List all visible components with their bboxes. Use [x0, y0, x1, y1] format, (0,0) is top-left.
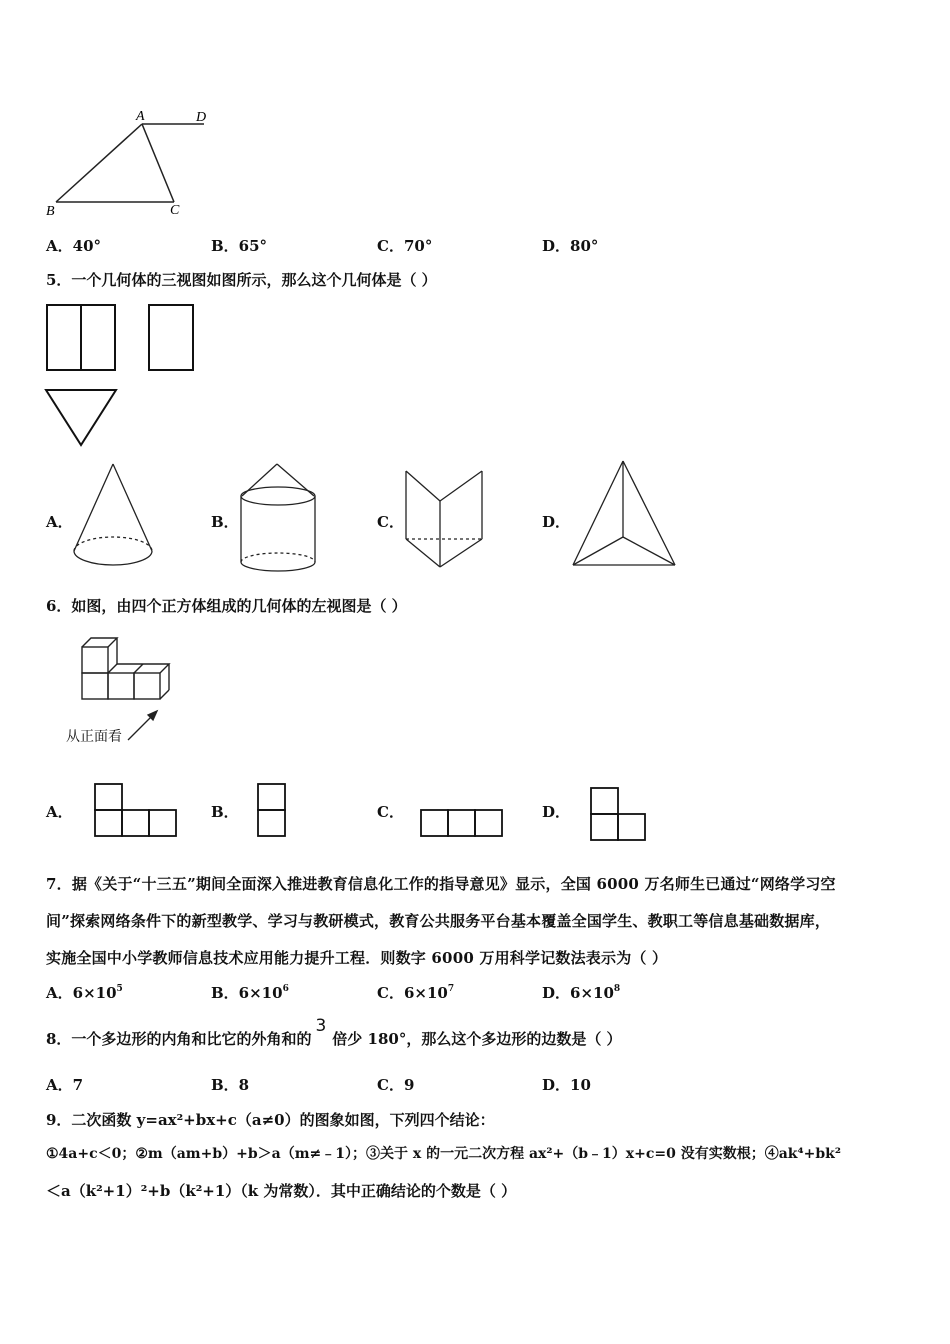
q8-option-d[interactable]: D．10	[542, 1076, 591, 1094]
prism-figure	[400, 463, 500, 583]
q7-option-c-exp: 7	[447, 984, 455, 994]
q7-option-d-label: D．6×10	[542, 984, 614, 1002]
q8-stem-part-b: 倍少 180°，那么这个多边形的边数是（ ）	[332, 1030, 622, 1048]
q8-option-a[interactable]: A．7	[46, 1076, 84, 1094]
cylinder-cone-figure	[234, 460, 334, 580]
label-C: C	[170, 203, 180, 218]
q8-fraction: 3	[315, 1016, 327, 1036]
q7-option-a-label: A．6×10	[46, 984, 117, 1002]
q7-option-b[interactable]	[211, 983, 289, 1003]
q7-stem-line-3: 实施全国中小学教师信息技术应用能力提升工程．则数字 6000 万用科学记数法表示为（ ）	[46, 949, 668, 967]
q9-question: ＜a（k²+1）²+b（k²+1）（k 为常数）．其中正确结论的个数是（ ）	[46, 1182, 517, 1200]
q8-option-c[interactable]: C．9	[377, 1076, 415, 1094]
q9-stem: 9．二次函数 y=ax²+bx+c（a≠0）的图象如图，下列四个结论：	[46, 1111, 495, 1129]
q8-stem	[46, 1016, 622, 1049]
cube-stack-figure	[78, 634, 208, 704]
label-B: B	[46, 204, 55, 219]
view-direction-arrow-icon	[124, 710, 164, 750]
q7-option-c-label: C．6×10	[377, 984, 448, 1002]
q6-option-c[interactable]: C．	[377, 803, 404, 821]
q4-option-a[interactable]: A．40°	[46, 237, 102, 255]
q5-option-b[interactable]: B．	[211, 513, 239, 531]
q7-option-a[interactable]	[46, 983, 123, 1003]
q5-three-views	[44, 302, 214, 452]
pyramid-figure	[565, 455, 685, 575]
q7-option-d-exp: 8	[613, 984, 621, 994]
q4-option-b[interactable]: B．65°	[211, 237, 268, 255]
q6-stem: 6．如图，由四个正方体组成的几何体的左视图是（ ）	[46, 597, 407, 615]
q6-option-c-view	[419, 808, 509, 848]
q8-stem-part-a: 8．一个多边形的内角和比它的外角和的	[46, 1030, 312, 1048]
q7-option-a-exp: 5	[116, 984, 123, 994]
q6-option-b-view	[256, 782, 296, 842]
q7-option-d[interactable]	[542, 983, 620, 1003]
q4-option-c[interactable]: C．70°	[377, 237, 433, 255]
q6-option-b[interactable]: B．	[211, 803, 239, 821]
q7-stem-line-1: 7．据《关于“十三五”期间全面深入推进教育信息化工作的指导意见》显示，全国 6000 万名师生已通过“网络学习空	[46, 875, 836, 893]
q7-option-c[interactable]	[377, 983, 454, 1003]
q6-option-d[interactable]: D．	[542, 803, 571, 821]
q4-option-d[interactable]: D．80°	[542, 237, 599, 255]
q7-option-b-label: B．6×10	[211, 984, 283, 1002]
q6-option-d-view	[589, 786, 659, 846]
label-D: D	[196, 110, 207, 125]
q7-stem-line-2: 间”探索网络条件下的新型教学、学习与教研模式，教育公共服务平台基本覆盖全国学生、教职工等信息基础数据库，	[46, 912, 831, 930]
q5-option-c[interactable]: C．	[377, 513, 404, 531]
q6-option-a[interactable]: A．	[46, 803, 73, 821]
triangle-figure	[38, 100, 238, 230]
q5-option-a[interactable]: A．	[46, 513, 73, 531]
q5-stem: 5．一个几何体的三视图如图所示，那么这个几何体是（ ）	[46, 271, 437, 289]
cone-figure	[70, 460, 170, 570]
q5-option-d[interactable]: D．	[542, 513, 571, 531]
view-direction-caption: 从正面看	[66, 729, 122, 745]
q9-conclusions: ①4a+c＜0；②m（am+b）+b＞a（m≠﹣1）；③关于 x 的一元二次方程 ax²+（b﹣1）x+c=0 没有实数根；④ak⁴+bk²	[46, 1146, 841, 1162]
q7-option-b-exp: 6	[282, 984, 289, 994]
label-A: A	[136, 109, 145, 124]
q6-option-a-view	[93, 782, 183, 842]
q8-option-b[interactable]: B．8	[211, 1076, 250, 1094]
